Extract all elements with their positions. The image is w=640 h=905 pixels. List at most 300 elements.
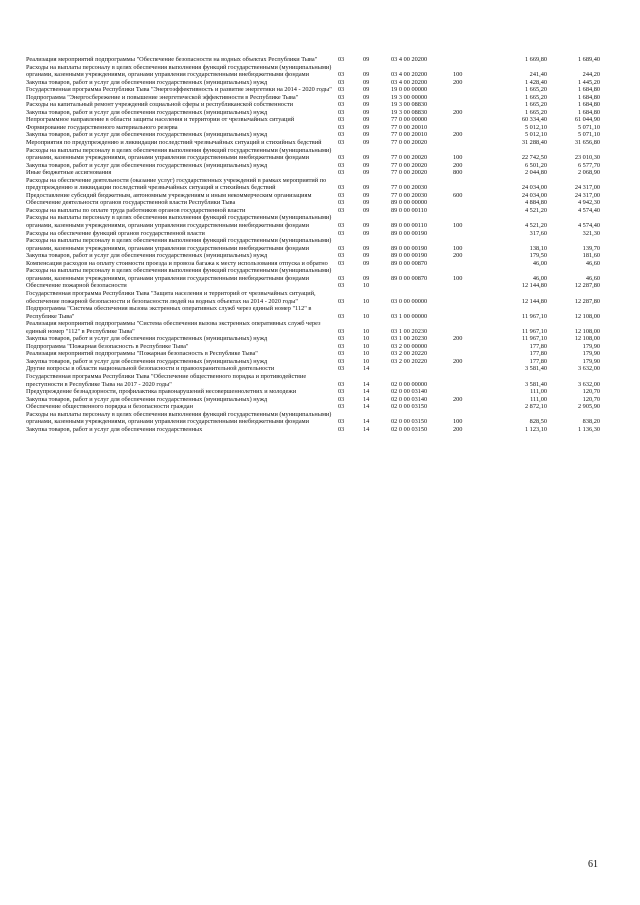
amount-year-1: 1 665,20 [524, 86, 547, 94]
target-article-code: 89 0 00 00870 [391, 274, 428, 282]
expense-item-name: Закупка товаров, работ и услуг для обеспечения государственных (муниципальных) нужд [26, 108, 268, 116]
amount-year-1: 60 334,40 [521, 116, 547, 124]
subsection-code: 14 [363, 395, 370, 403]
section-code: 03 [338, 229, 345, 237]
amount-year-1: 4 884,80 [524, 199, 547, 207]
table-row [26, 252, 600, 260]
amount-year-1: 2 044,80 [524, 169, 547, 177]
amount-year-1: 12 144,80 [521, 282, 547, 290]
amount-year-2: 1 684,80 [577, 93, 600, 101]
subsection-code: 09 [363, 199, 370, 207]
target-article-code: 77 0 00 20020 [391, 154, 428, 162]
expense-type-code: 200 [453, 425, 463, 433]
amount-year-2: 1 684,80 [577, 108, 600, 116]
section-code: 03 [338, 297, 345, 305]
target-article-code: 02 0 00 03150 [391, 403, 428, 411]
target-article-code: 77 0 00 20020 [391, 169, 428, 177]
expense-type-code: 200 [453, 395, 463, 403]
subsection-code: 09 [363, 139, 370, 147]
target-article-code: 03 1 00 00000 [391, 312, 428, 320]
amount-year-1: 12 144,80 [521, 297, 547, 305]
amount-year-1: 3 581,40 [524, 380, 547, 388]
table-row [26, 169, 600, 177]
amount-year-2: 12 287,80 [574, 282, 600, 290]
expense-type-code: 100 [453, 244, 463, 252]
section-code: 03 [338, 108, 345, 116]
amount-year-2: 1 445,20 [577, 78, 600, 86]
target-article-code: 03 0 00 00000 [391, 297, 428, 305]
table-row [26, 411, 600, 426]
subsection-code: 09 [363, 101, 370, 109]
target-article-code: 03 4 00 20200 [391, 71, 428, 79]
amount-year-2: 120,70 [582, 395, 600, 403]
target-article-code: 19 3 00 08830 [391, 108, 428, 116]
table-row [26, 396, 600, 404]
expense-type-code: 100 [453, 418, 463, 426]
target-article-code: 02 0 00 03140 [391, 388, 428, 396]
amount-year-2: 5 071,10 [577, 123, 600, 131]
target-article-code: 03 4 00 20200 [391, 78, 428, 86]
amount-year-1: 22 742,50 [521, 154, 547, 162]
amount-year-1: 177,80 [529, 350, 547, 358]
subsection-code: 09 [363, 184, 370, 192]
section-code: 03 [338, 199, 345, 207]
section-code: 03 [338, 101, 345, 109]
expense-type-code [453, 403, 488, 411]
subsection-code: 09 [363, 78, 370, 86]
amount-year-2: 1 684,80 [577, 86, 600, 94]
amount-year-1: 1 665,20 [524, 101, 547, 109]
expense-type-code: 800 [453, 169, 463, 177]
table-row [26, 230, 600, 238]
expense-item-name: Непрограммное направление в области защиты населения и территории от чрезвычайных ситуаций [26, 116, 295, 124]
expense-type-code [453, 207, 488, 215]
expense-item-name: Расходы на обеспечение функций органов государственной власти [26, 229, 205, 237]
amount-year-1: 4 521,20 [524, 206, 547, 214]
amount-year-1: 177,80 [529, 342, 547, 350]
amount-year-2: 6 577,70 [577, 161, 600, 169]
target-article-code: 77 0 00 20030 [391, 191, 428, 199]
expense-type-code [453, 94, 488, 102]
expense-type-code [453, 230, 488, 238]
target-article-code: 77 0 00 20030 [391, 184, 428, 192]
amount-year-2: 24 317,00 [574, 184, 600, 192]
amount-year-1: 177,80 [529, 357, 547, 365]
expense-item-name: Расходы на выплаты по оплате труда работников органов государственной власти [26, 206, 246, 214]
subsection-code: 09 [363, 191, 370, 199]
amount-year-1: 1 665,20 [524, 93, 547, 101]
expense-item-name: Обеспечение общественного порядка и безопасности граждан [26, 403, 193, 411]
table-row [26, 147, 600, 162]
expense-type-code [453, 56, 488, 64]
amount-year-1: 11 967,10 [522, 327, 547, 335]
subsection-code: 09 [363, 123, 370, 131]
subsection-code: 09 [363, 259, 370, 267]
table-row [26, 237, 600, 252]
expense-item-name: Закупка товаров, работ и услуг для обеспечения государственных (муниципальных) нужд [26, 131, 268, 139]
table-row [26, 282, 600, 290]
table-row [26, 109, 600, 117]
page-number: 61 [588, 859, 598, 870]
expense-item-name: Закупка товаров, работ и услуг для обеспечения государственных (муниципальных) нужд [26, 395, 268, 403]
expense-type-code [453, 116, 488, 124]
amount-year-1: 3 581,40 [524, 365, 547, 373]
expense-type-code [453, 101, 488, 109]
subsection-code: 09 [363, 93, 370, 101]
expense-type-code: 200 [453, 78, 463, 86]
expense-type-code [453, 388, 488, 396]
section-code: 03 [338, 161, 345, 169]
amount-year-2: 1 136,30 [577, 425, 600, 433]
amount-year-2: 46,60 [585, 274, 600, 282]
target-article-code: 02 0 00 03150 [391, 418, 428, 426]
table-row [26, 64, 600, 79]
section-code: 03 [338, 312, 345, 320]
expense-item-name: Закупка товаров, работ и услуг для обеспечения государственных (муниципальных) нужд [26, 161, 268, 169]
table-row [26, 192, 600, 200]
expense-item-name: Закупка товаров, работ и услуг для обеспечения государственных (муниципальных) нужд [26, 357, 268, 365]
expense-type-code: 100 [453, 71, 463, 79]
section-code: 03 [338, 388, 345, 396]
amount-year-1: 5 012,10 [524, 123, 547, 131]
expense-type-code [453, 260, 488, 268]
table-row [26, 124, 600, 132]
section-code: 03 [338, 418, 345, 426]
expense-item-name: Реализация мероприятий подпрограммы "Обеспечение безопасности на водных объектах Республики Тыва" [26, 56, 318, 63]
table-row [26, 358, 600, 366]
expense-type-code [453, 124, 488, 132]
expense-item-name: Мероприятия по предупреждению и ликвидации последствий чрезвычайных ситуаций и стихийных бедствий [26, 139, 322, 147]
expense-type-code [453, 320, 488, 335]
expense-item-name: Компенсация расходов на оплату стоимости проезда и провоза багажа к месту использования отпуска и обратно [26, 259, 328, 267]
subsection-code: 14 [363, 425, 370, 433]
table-row [26, 162, 600, 170]
table-row [26, 177, 600, 192]
expense-item-name: Расходы на выплаты персоналу в целях обеспечения выполнения функций государственными (муниципальными) органами, казенными учреждениями, органами управления государственными внебюджетными фондами [26, 410, 332, 426]
subsection-code: 14 [363, 418, 370, 426]
amount-year-1: 31 288,40 [521, 139, 547, 147]
expense-item-name: Государственная программа Республики Тыва "Обеспечение общественного порядка и противодействие преступности в Республике Тыва на 2017 - 2020 годы" [26, 372, 307, 388]
budget-table-body [26, 56, 600, 433]
target-article-code: 03 1 00 20230 [391, 327, 428, 335]
section-code: 03 [338, 56, 345, 63]
section-code: 03 [338, 357, 345, 365]
section-code: 03 [338, 335, 345, 343]
amount-year-2: 2 068,90 [577, 169, 600, 177]
expense-item-name: Подпрограмма "Система обеспечения вызова экстренных оперативных служб через единый номер "112" в Республике Тыва" [26, 305, 312, 320]
target-article-code [391, 282, 453, 290]
amount-year-1: 179,50 [529, 252, 547, 260]
section-code: 03 [338, 252, 345, 260]
table-row [26, 426, 600, 434]
table-row [26, 56, 600, 64]
target-article-code: 89 0 00 00000 [391, 199, 428, 207]
expense-type-code [453, 290, 488, 305]
section-code: 03 [338, 222, 345, 230]
subsection-code: 14 [363, 365, 370, 373]
amount-year-1: 1 123,10 [524, 425, 547, 433]
table-row [26, 267, 600, 282]
table-row [26, 305, 600, 320]
amount-year-2: 12 108,00 [574, 327, 600, 335]
table-row [26, 403, 600, 411]
amount-year-1: 111,00 [530, 388, 547, 396]
section-code: 03 [338, 327, 345, 335]
subsection-code: 09 [363, 56, 370, 63]
expense-type-code [453, 343, 488, 351]
table-row [26, 373, 600, 388]
target-article-code: 02 0 00 03150 [391, 425, 428, 433]
amount-year-1: 317,60 [529, 229, 547, 237]
table-row [26, 388, 600, 396]
amount-year-2: 5 071,10 [577, 131, 600, 139]
subsection-code: 09 [363, 71, 370, 79]
table-row [26, 86, 600, 94]
budget-table [26, 56, 600, 433]
amount-year-2: 31 656,80 [574, 139, 600, 147]
amount-year-2: 181,60 [582, 252, 600, 260]
subsection-code: 10 [363, 335, 370, 343]
expense-type-code: 100 [453, 274, 463, 282]
subsection-code: 09 [363, 161, 370, 169]
expense-item-name: Подпрограмма "Энергосбережение и повышение энергетической эффективности в Республике Тыва" [26, 93, 299, 101]
section-code: 03 [338, 131, 345, 139]
subsection-code: 09 [363, 108, 370, 116]
expense-item-name: Закупка товаров, работ и услуг для обеспечения государственных (муниципальных) нужд [26, 335, 268, 343]
target-article-code: 77 0 00 20020 [391, 161, 428, 169]
expense-type-code: 200 [453, 108, 463, 116]
amount-year-1: 138,10 [529, 244, 547, 252]
expense-type-code [453, 373, 488, 388]
expense-item-name: Предупреждение безнадзорности, профилактика правонарушений несовершеннолетних и молодежи [26, 388, 297, 396]
section-code: 03 [338, 116, 345, 124]
amount-year-2: 4 574,40 [577, 222, 600, 230]
amount-year-2: 120,70 [582, 388, 600, 396]
expense-item-name: Расходы на выплаты персоналу в целях обеспечения выполнения функций государственными (муниципальными) органами, казенными учреждениями, органами управления государственными внебюджетными фондами [26, 237, 332, 252]
amount-year-1: 24 034,00 [521, 191, 547, 199]
expense-type-code [453, 199, 488, 207]
table-row [26, 290, 600, 305]
expense-type-code [453, 177, 488, 192]
amount-year-2: 179,90 [582, 342, 600, 350]
target-article-code: 03 2 00 20220 [391, 350, 428, 358]
target-article-code: 77 0 00 20020 [391, 139, 428, 147]
section-code: 03 [338, 206, 345, 214]
expense-item-name: Подпрограмма "Пожарная безопасность в Республике Тыва" [26, 342, 189, 350]
expense-item-name: Расходы на выплаты персоналу в целях обеспечения выполнения функций государственными (муниципальными) органами, казенными учреждениями, органами управления государственными внебюджетными фондами [26, 267, 332, 282]
target-article-code: 89 0 00 00110 [391, 222, 427, 230]
expense-item-name: Расходы на обеспечение деятельности (оказание услуг) государственных учреждений в рамках мероприятий по предупреждению и ликвидации последствий чрезвычайных ситуаций и стихийных бедствий [26, 176, 327, 192]
subsection-code: 09 [363, 244, 370, 252]
target-article-code: 19 0 00 00000 [391, 86, 428, 94]
amount-year-2: 61 044,90 [574, 116, 600, 124]
expense-item-name: Расходы на выплаты персоналу в целях обеспечения выполнения функций государственными (муниципальными) органами, казенными учреждениями, органами управления государственными внебюджетными фондами [26, 63, 332, 79]
section-code: 03 [338, 191, 345, 199]
section-code: 03 [338, 425, 345, 433]
amount-year-1: 828,50 [529, 418, 547, 426]
amount-year-2: 244,20 [582, 71, 600, 79]
amount-year-1: 6 501,20 [524, 161, 547, 169]
section-code: 03 [338, 395, 345, 403]
target-article-code: 02 0 00 00000 [391, 380, 428, 388]
expense-item-name: Закупка товаров, работ и услуг для обеспечения государственных [26, 425, 203, 433]
expense-type-code: 600 [453, 191, 463, 199]
target-article-code [391, 365, 453, 373]
table-row [26, 365, 600, 373]
section-code: 03 [338, 123, 345, 131]
section-code: 03 [338, 365, 345, 373]
amount-year-1: 24 034,00 [521, 184, 547, 192]
expense-type-code [453, 350, 488, 358]
subsection-code: 09 [363, 252, 370, 260]
expense-item-name: Государственная программа Республики Тыва "Энергоэффективность и развитие энергетики на 2014 - 2020 годы" [26, 86, 332, 94]
target-article-code: 77 0 00 00000 [391, 116, 428, 124]
subsection-code: 14 [363, 388, 370, 396]
amount-year-2: 1 689,40 [577, 56, 600, 63]
subsection-code: 09 [363, 86, 370, 94]
amount-year-1: 241,40 [529, 71, 547, 79]
subsection-code: 10 [363, 327, 370, 335]
section-code: 03 [338, 350, 345, 358]
table-row [26, 320, 600, 335]
amount-year-2: 179,90 [582, 350, 600, 358]
expense-type-code [453, 365, 488, 373]
expense-item-name: Иные бюджетные ассигнования [26, 169, 112, 177]
amount-year-1: 46,00 [532, 274, 547, 282]
expense-item-name: Другие вопросы в области национальной безопасности и правоохранительной деятельности [26, 365, 275, 373]
expense-type-code [453, 86, 488, 94]
expense-item-name: Предоставление субсидий бюджетным, автономным учреждениям и иным некоммерческим организациям [26, 191, 312, 199]
subsection-code: 14 [363, 380, 370, 388]
section-code: 03 [338, 184, 345, 192]
amount-year-2: 3 632,00 [577, 380, 600, 388]
target-article-code: 03 2 00 20220 [391, 357, 428, 365]
amount-year-1: 4 521,20 [524, 222, 547, 230]
section-code: 03 [338, 154, 345, 162]
amount-year-2: 24 317,00 [574, 191, 600, 199]
amount-year-2: 321,30 [582, 229, 600, 237]
expense-type-code: 200 [453, 335, 463, 343]
target-article-code: 03 2 00 00000 [391, 342, 428, 350]
expense-item-name: Закупка товаров, работ и услуг для обеспечения государственных (муниципальных) нужд [26, 252, 268, 260]
target-article-code: 03 4 00 20200 [391, 56, 428, 63]
amount-year-2: 12 108,00 [574, 335, 600, 343]
amount-year-2: 23 010,30 [574, 154, 600, 162]
target-article-code: 89 0 00 00870 [391, 259, 428, 267]
subsection-code: 09 [363, 154, 370, 162]
subsection-code: 09 [363, 206, 370, 214]
expense-item-name: Формирование государственного материального резерва [26, 123, 178, 131]
target-article-code: 77 0 00 20010 [391, 131, 428, 139]
subsection-code: 09 [363, 222, 370, 230]
table-row [26, 116, 600, 124]
section-code: 03 [338, 71, 345, 79]
subsection-code: 09 [363, 169, 370, 177]
amount-year-1: 11 967,10 [522, 335, 547, 343]
expense-item-name: Обеспечение деятельности органов государственной власти Республики Тыва [26, 199, 236, 207]
amount-year-2: 838,20 [582, 418, 600, 426]
expense-type-code [453, 305, 488, 320]
section-code: 03 [338, 403, 345, 411]
subsection-code: 09 [363, 229, 370, 237]
expense-item-name: Государственная программа Республики Тыва "Защита населения и территорий от чрезвычайных ситуаций, обеспечение пожарной безопасности и безопасности людей на водных объектах на 2014 - 2020 годы" [26, 289, 316, 305]
subsection-code: 10 [363, 342, 370, 350]
target-article-code: 89 0 00 00190 [391, 244, 428, 252]
amount-year-1: 5 012,10 [524, 131, 547, 139]
expense-item-name: Закупка товаров, работ и услуг для обеспечения государственных (муниципальных) нужд [26, 78, 268, 86]
section-code: 03 [338, 282, 345, 290]
expense-type-code: 200 [453, 161, 463, 169]
subsection-code: 09 [363, 116, 370, 124]
table-row [26, 350, 600, 358]
expense-type-code [453, 139, 488, 147]
section-code: 03 [338, 342, 345, 350]
section-code: 03 [338, 93, 345, 101]
expense-item-name: Расходы на выплаты персоналу в целях обеспечения выполнения функций государственными (муниципальными) органами, казенными учреждениями, органами управления государственными внебюджетными фондами [26, 146, 332, 162]
amount-year-2: 139,70 [582, 244, 600, 252]
expense-type-code: 200 [453, 252, 463, 260]
table-row [26, 207, 600, 215]
expense-type-code: 100 [453, 154, 463, 162]
section-code: 03 [338, 169, 345, 177]
amount-year-2: 46,60 [585, 259, 600, 267]
table-row [26, 260, 600, 268]
table-row [26, 139, 600, 147]
subsection-code: 10 [363, 312, 370, 320]
table-row [26, 101, 600, 109]
section-code: 03 [338, 139, 345, 147]
target-article-code: 89 0 00 00190 [391, 252, 428, 260]
expense-item-name: Обеспечение пожарной безопасности [26, 282, 127, 290]
table-row [26, 131, 600, 139]
expense-item-name: Реализация мероприятий подпрограммы "Система обеспечения вызова экстренных оперативных служб через единый номер "112" в Республике Тыва" [26, 320, 321, 335]
amount-year-1: 1 669,80 [524, 56, 547, 63]
amount-year-2: 12 287,80 [574, 297, 600, 305]
subsection-code: 10 [363, 282, 370, 290]
section-code: 03 [338, 274, 345, 282]
amount-year-2: 2 905,90 [577, 403, 600, 411]
target-article-code: 77 0 00 20010 [391, 123, 428, 131]
table-row [26, 79, 600, 87]
amount-year-1: 1 428,40 [524, 78, 547, 86]
amount-year-2: 12 108,00 [574, 312, 600, 320]
amount-year-1: 111,00 [530, 395, 547, 403]
target-article-code: 19 3 00 00000 [391, 93, 428, 101]
amount-year-1: 11 967,10 [522, 312, 547, 320]
expense-type-code: 100 [453, 222, 463, 230]
amount-year-2: 1 684,80 [577, 101, 600, 109]
amount-year-1: 2 872,10 [524, 403, 547, 411]
target-article-code: 89 0 00 00110 [391, 206, 427, 214]
amount-year-2: 3 632,00 [577, 365, 600, 373]
section-code: 03 [338, 380, 345, 388]
table-row [26, 199, 600, 207]
section-code: 03 [338, 244, 345, 252]
table-row [26, 94, 600, 102]
subsection-code: 10 [363, 357, 370, 365]
subsection-code: 14 [363, 403, 370, 411]
subsection-code: 10 [363, 297, 370, 305]
subsection-code: 10 [363, 350, 370, 358]
amount-year-2: 4 942,30 [577, 199, 600, 207]
section-code: 03 [338, 86, 345, 94]
amount-year-2: 179,90 [582, 357, 600, 365]
target-article-code: 89 0 00 00190 [391, 229, 428, 237]
amount-year-2: 4 574,40 [577, 206, 600, 214]
target-article-code: 02 0 00 03140 [391, 395, 428, 403]
expense-item-name: Расходы на выплаты персоналу в целях обеспечения выполнения функций государственными (муниципальными) органами, казенными учреждениями, органами управления государственными внебюджетными фондами [26, 214, 332, 230]
section-code: 03 [338, 259, 345, 267]
